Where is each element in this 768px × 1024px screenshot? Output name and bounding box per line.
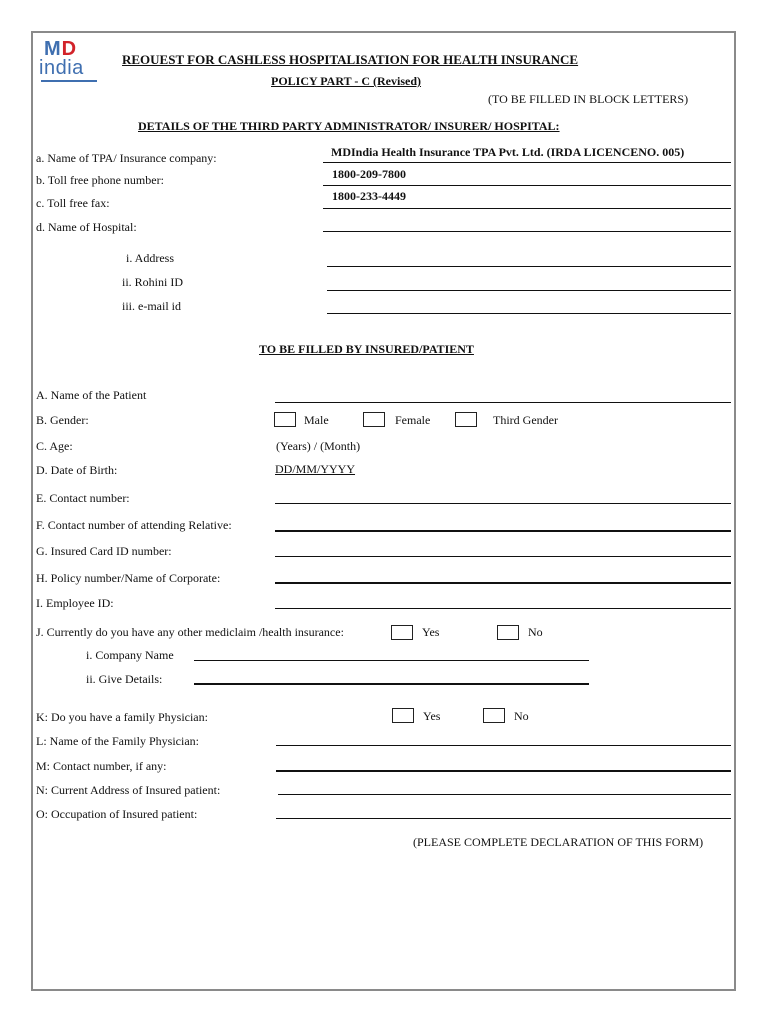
family-physician-no-label: No: [514, 709, 529, 723]
label-policy-number: H. Policy number/Name of Corporate:: [36, 571, 221, 585]
label-toll-free-fax: c. Toll free fax:: [36, 196, 110, 210]
label-company-name: i. Company Name: [86, 648, 174, 662]
other-insurance-no-label: No: [528, 625, 543, 639]
logo-md: MD: [44, 38, 78, 60]
patient-name-field[interactable]: [275, 402, 731, 403]
gender-female-checkbox[interactable]: [363, 412, 385, 427]
value-toll-free-fax: 1800-233-4449: [332, 189, 406, 203]
company-name-field[interactable]: [194, 660, 589, 661]
current-address-field[interactable]: [278, 794, 731, 795]
mdindia-logo: [39, 40, 99, 82]
label-current-address: N: Current Address of Insured patient:: [36, 783, 221, 797]
employee-id-field[interactable]: [275, 608, 731, 609]
label-tpa-name: a. Name of TPA/ Insurance company:: [36, 151, 217, 165]
age-hint: (Years) / (Month): [276, 439, 361, 453]
gender-third-checkbox[interactable]: [455, 412, 477, 427]
label-physician-contact: M: Contact number, if any:: [36, 759, 167, 773]
contact-number-field[interactable]: [275, 503, 731, 504]
gender-male-checkbox[interactable]: [274, 412, 296, 427]
logo-india: india: [39, 57, 84, 79]
value-tpa-name: MDIndia Health Insurance TPA Pvt. Ltd. (IRDA LICENCENO. 005): [331, 145, 685, 159]
label-hospital-name: d. Name of Hospital:: [36, 220, 137, 234]
label-contact-number: E. Contact number:: [36, 491, 130, 505]
form-title: REOUEST FOR CASHLESS HOSPITALISATION FOR HEALTH INSURANCE: [122, 52, 579, 67]
policy-number-field[interactable]: [275, 582, 731, 584]
insured-card-id-field[interactable]: [275, 556, 731, 557]
family-physician-yes-checkbox[interactable]: [392, 708, 414, 723]
other-insurance-yes-label: Yes: [422, 625, 440, 639]
value-toll-free-phone: 1800-209-7800: [332, 167, 406, 181]
line-toll-free-phone: [323, 185, 731, 186]
logo-underline: [41, 80, 97, 82]
hospital-address-field[interactable]: [327, 266, 731, 267]
other-insurance-yes-checkbox[interactable]: [391, 625, 413, 640]
label-physician-name: L: Name of the Family Physician:: [36, 734, 199, 748]
physician-name-field[interactable]: [276, 745, 731, 746]
label-occupation: O: Occupation of Insured patient:: [36, 807, 198, 821]
occupation-field[interactable]: [276, 818, 731, 819]
gender-female-label: Female: [395, 413, 431, 427]
line-tpa-name: [323, 162, 731, 163]
gender-male-label: Male: [304, 413, 329, 427]
label-toll-free-phone: b. Toll free phone number:: [36, 173, 164, 187]
physician-contact-field[interactable]: [276, 770, 731, 772]
form-subtitle: POLICY PART - C (Revised): [271, 74, 422, 88]
label-rohini-id: ii. Rohini ID: [122, 275, 184, 289]
give-details-field[interactable]: [194, 683, 589, 685]
block-letters-note: (TO BE FILLED IN BLOCK LETTERS): [488, 92, 689, 106]
rohini-id-field[interactable]: [327, 290, 731, 291]
label-gender: B. Gender:: [36, 413, 89, 427]
label-give-details: ii. Give Details:: [86, 672, 163, 686]
label-employee-id: I. Employee ID:: [36, 596, 114, 610]
section-tpa-heading: DETAILS OF THE THIRD PARTY ADMINISTRATOR/ INSURER/ HOSPITAL:: [138, 119, 560, 133]
gender-third-label: Third Gender: [493, 413, 558, 427]
label-other-insurance: J. Currently do you have any other mediclaim /health insurance:: [36, 625, 344, 639]
label-hospital-address: i. Address: [126, 251, 174, 265]
label-patient-name: A. Name of the Patient: [36, 388, 147, 402]
dob-hint: DD/MM/YYYY: [275, 462, 356, 476]
label-insured-card-id: G. Insured Card ID number:: [36, 544, 172, 558]
label-age: C. Age:: [36, 439, 73, 453]
hospital-name-field[interactable]: [323, 231, 731, 232]
family-physician-yes-label: Yes: [423, 709, 441, 723]
line-toll-free-fax: [323, 208, 731, 209]
section-patient-heading: TO BE FILLED BY INSURED/PATIENT: [259, 342, 474, 356]
family-physician-no-checkbox[interactable]: [483, 708, 505, 723]
relative-contact-field[interactable]: [275, 530, 731, 532]
label-family-physician: K: Do you have a family Physician:: [36, 710, 208, 724]
label-dob: D. Date of Birth:: [36, 463, 118, 477]
other-insurance-no-checkbox[interactable]: [497, 625, 519, 640]
declaration-note: (PLEASE COMPLETE DECLARATION OF THIS FORM): [413, 835, 704, 849]
label-relative-contact: F. Contact number of attending Relative:: [36, 518, 232, 532]
label-hospital-email: iii. e-mail id: [122, 299, 181, 313]
hospital-email-field[interactable]: [327, 313, 731, 314]
